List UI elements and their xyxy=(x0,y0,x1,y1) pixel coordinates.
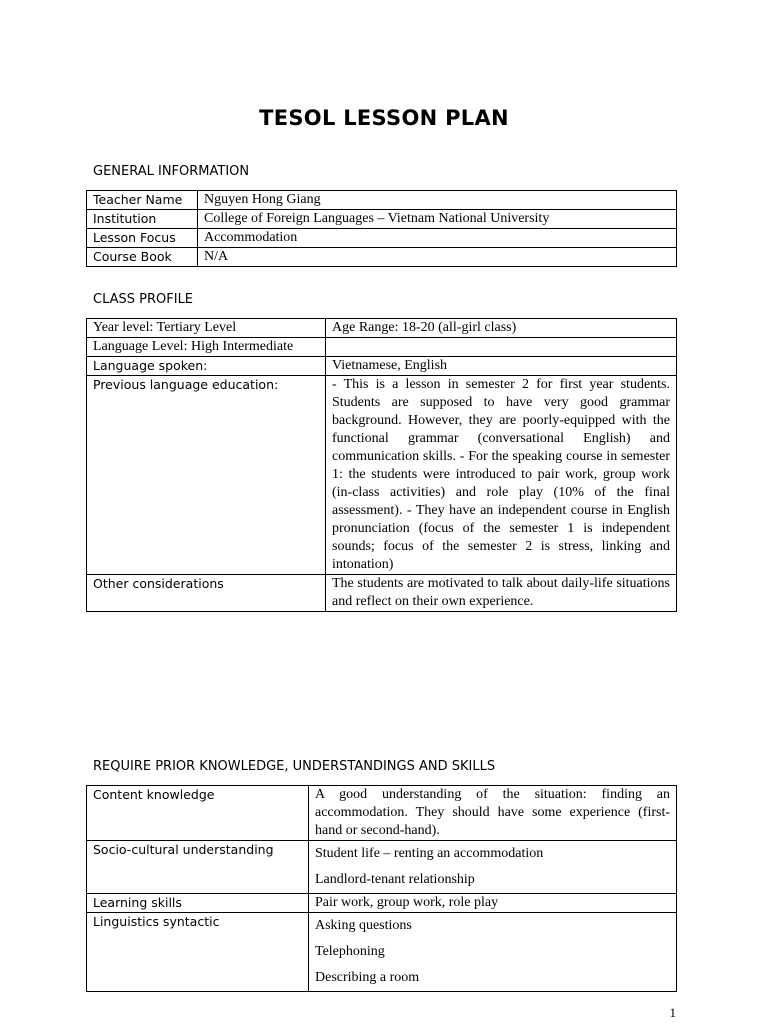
previous-education-value: - This is a lesson in semester 2 for first year students. Students are supposed to have very good grammar background. However, they are poorly-equipped with the functional grammar (conversational English) and communication skills. - For the speaking course in semester 1: the students were introduced to pair work, group work (in-class activities) and role play (10% of the final assessment). - They have an independent course in English pronunciation (focus of the semester 1 is independent sounds; focus of the semester 2 is stress, linking and intonation) xyxy=(326,376,677,575)
learning-skills-label: Learning skills xyxy=(87,894,309,913)
content-knowledge-value: A good understanding of the situation: finding an accommodation. They should have some experience (first- hand or second-hand). xyxy=(309,786,677,841)
linguistics-value xyxy=(309,913,677,992)
general-information-heading: GENERAL INFORMATION xyxy=(93,164,250,179)
socio-cultural-line: Student life – renting an accommodation xyxy=(315,846,544,861)
table-row xyxy=(87,841,677,894)
socio-cultural-label: Socio-cultural understanding xyxy=(87,841,309,894)
institution-label: Institution xyxy=(87,210,198,229)
lesson-focus-value: Accommodation xyxy=(198,229,677,248)
language-spoken-value: Vietnamese, English xyxy=(326,357,677,376)
table-row xyxy=(87,191,677,210)
content-knowledge-label: Content knowledge xyxy=(87,786,309,841)
learning-skills-value: Pair work, group work, role play xyxy=(309,894,677,913)
table-row xyxy=(87,229,677,248)
language-level: Language Level: High Intermediate xyxy=(87,338,326,357)
table-row xyxy=(87,338,677,357)
other-considerations-label: Other considerations xyxy=(87,575,326,612)
table-row xyxy=(87,786,677,841)
socio-cultural-line: Landlord-tenant relationship xyxy=(315,872,475,887)
linguistics-label: Linguistics syntactic xyxy=(87,913,309,992)
table-row xyxy=(87,210,677,229)
year-level: Year level: Tertiary Level xyxy=(87,319,326,338)
table-row xyxy=(87,913,677,992)
linguistics-line: Asking questions xyxy=(315,918,412,933)
prior-knowledge-heading: REQUIRE PRIOR KNOWLEDGE, UNDERSTANDINGS AND SKILLS xyxy=(93,759,496,774)
language-spoken-label: Language spoken: xyxy=(87,357,326,376)
general-information-table xyxy=(86,190,677,267)
linguistics-line: Telephoning xyxy=(315,944,385,959)
page-number: 1 xyxy=(669,1005,676,1020)
linguistics-line: Describing a room xyxy=(315,970,420,985)
document-title: TESOL LESSON PLAN xyxy=(259,106,509,130)
table-row xyxy=(87,357,677,376)
table-row xyxy=(87,319,677,338)
class-profile-heading: CLASS PROFILE xyxy=(93,292,194,307)
table-row xyxy=(87,575,677,612)
age-range: Age Range: 18-20 (all-girl class) xyxy=(326,319,677,338)
prior-knowledge-table xyxy=(86,785,677,992)
table-row xyxy=(87,894,677,913)
course-book-label: Course Book xyxy=(87,248,198,267)
previous-education-label: Previous language education: xyxy=(87,376,326,575)
teacher-name-label: Teacher Name xyxy=(87,191,198,210)
institution-value: College of Foreign Languages – Vietnam National University xyxy=(198,210,677,229)
table-row xyxy=(87,248,677,267)
socio-cultural-value xyxy=(309,841,677,894)
language-level-empty-cell xyxy=(326,338,677,357)
other-considerations-value: The students are motivated to talk about daily-life situations and reflect on their own experience. xyxy=(326,575,677,612)
teacher-name-value: Nguyen Hong Giang xyxy=(198,191,677,210)
class-profile-table xyxy=(86,318,677,612)
table-row xyxy=(87,376,677,575)
course-book-value: N/A xyxy=(198,248,677,267)
lesson-focus-label: Lesson Focus xyxy=(87,229,198,248)
